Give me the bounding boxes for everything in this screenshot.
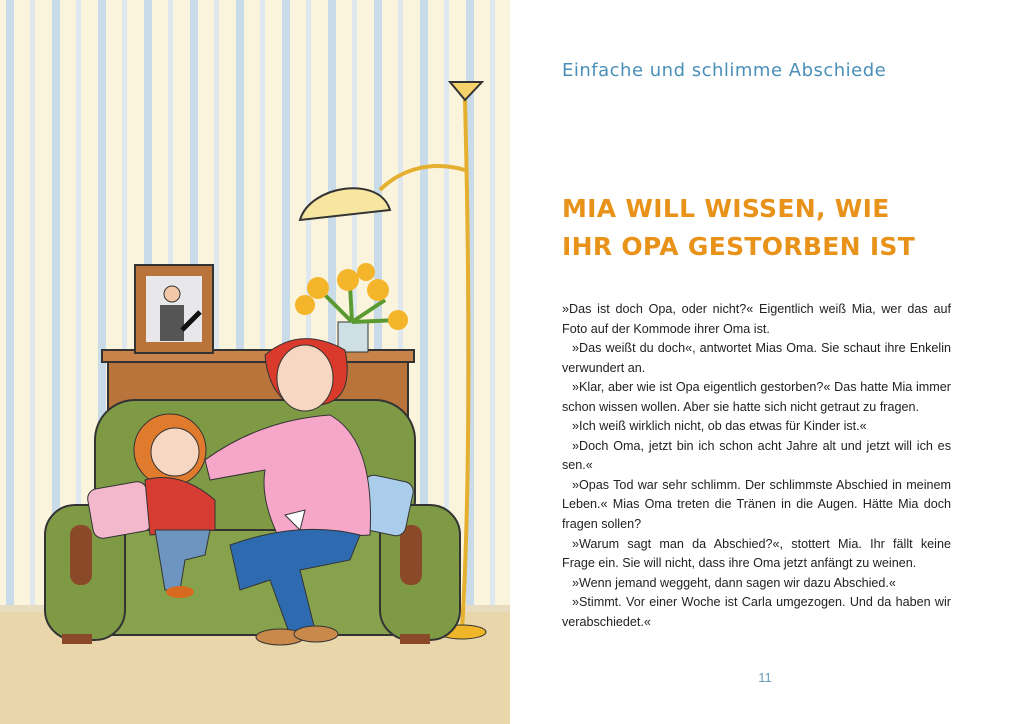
text-line: »Ich weiß wirklich nicht, ob das etwas für Kinder ist.« (572, 419, 867, 434)
text-line: verwundert an. (562, 360, 646, 375)
chapter-title-line: IHR OPA GESTORBEN IST (562, 232, 916, 261)
chapter-title (562, 190, 915, 266)
text-line: »Stimmt. Vor einer Woche ist Carla umgezogen. Und da haben wir (572, 595, 951, 610)
text-line: »Das weißt du doch«, antwortet Mias Oma. Sie schaut ihre Enkelin (572, 341, 951, 356)
text-line: »Opas Tod war sehr schlimm. Der schlimmste Abschied in meinem (572, 477, 951, 492)
pink-cushion (86, 480, 154, 540)
text-line: fragen sollen? (562, 517, 642, 532)
text-line: »Das ist doch Opa, oder nicht?« Eigentlich weiß Mia, wer das auf (562, 302, 951, 316)
text-line: »Warum sagt man da Abschied?«, stottert Mia. Ihr fällt keine (572, 536, 951, 551)
text-line: »Doch Oma, jetzt bin ich schon acht Jahre alt und jetzt will ich es (572, 438, 951, 453)
text-line: »Klar, aber wie ist Opa eigentlich gestorben?« Das hatte Mia immer (572, 380, 951, 395)
opa-photo-frame (135, 265, 213, 353)
text-line: schon wissen wollen. Aber sie hatte sich nicht getraut zu fragen. (562, 399, 920, 414)
text-page (510, 0, 1020, 724)
text-line: Frage ein. Sie will nicht, dass ihre Oma jetzt anfängt zu weinen. (562, 556, 917, 571)
text-line: sen.« (562, 458, 593, 473)
page-number: 11 (758, 670, 772, 685)
story-text (562, 300, 951, 632)
text-line: Foto auf der Kommode ihrer Oma ist. (562, 321, 770, 336)
section-heading: Einfache und schlimme Abschiede (562, 60, 887, 81)
chapter-title-line: MIA WILL WISSEN, WIE (562, 194, 890, 223)
text-line: verabschiedet.« (562, 614, 651, 629)
text-line: »Wenn jemand weggeht, dann sagen wir dazu Abschied.« (572, 575, 896, 590)
text-line: Leben.« Mias Oma treten die Tränen in die Augen. Hätte Mia doch (562, 497, 951, 512)
